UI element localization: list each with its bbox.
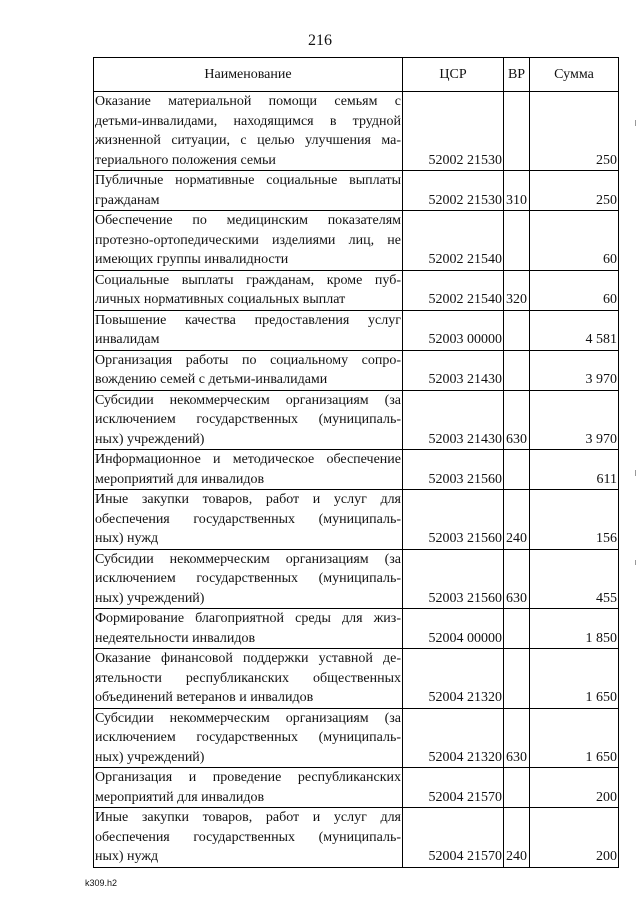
table-row xyxy=(94,490,619,550)
row-csr: 52002 21540 xyxy=(403,270,504,310)
row-vr xyxy=(504,92,530,171)
row-vr: 630 xyxy=(504,549,530,609)
row-name xyxy=(94,270,403,310)
table-row xyxy=(94,310,619,350)
table-header-row xyxy=(94,58,619,92)
row-sum: 250 xyxy=(530,171,619,211)
row-csr: 52003 21430 xyxy=(403,350,504,390)
row-name xyxy=(94,808,403,868)
row-sum: 1 850 xyxy=(530,609,619,649)
row-vr: 630 xyxy=(504,390,530,450)
row-name-line: ных) учреждений) xyxy=(95,590,205,606)
row-vr xyxy=(504,350,530,390)
row-name-line: детьми-инвалидами, находящимся в трудной xyxy=(95,113,401,129)
table-row xyxy=(94,708,619,768)
row-name-line: мероприятий для инвалидов xyxy=(95,789,265,805)
row-vr: 320 xyxy=(504,270,530,310)
row-sum: 156 xyxy=(530,490,619,550)
row-sum: 3 970 xyxy=(530,390,619,450)
table-row xyxy=(94,609,619,649)
table-row xyxy=(94,649,619,709)
row-name-line: исключением государственных (муниципаль- xyxy=(95,412,401,427)
table-row xyxy=(94,808,619,868)
row-vr: 630 xyxy=(504,708,530,768)
page-number: 216 xyxy=(308,32,332,49)
row-name xyxy=(94,768,403,808)
header-vr: ВР xyxy=(504,58,530,92)
row-csr: 52003 21430 xyxy=(403,390,504,450)
row-name xyxy=(94,211,403,271)
row-name-line: протезно-ортопедическими изделиями лиц, не xyxy=(95,232,401,248)
row-name-line: Субсидии некоммерческим организациям (за xyxy=(95,392,401,408)
row-name xyxy=(94,490,403,550)
row-name-line: териального положения семьи xyxy=(95,152,276,168)
row-name-line: Обеспечение по медицинским показателям xyxy=(95,213,401,228)
row-name-line: недеятельности инвалидов xyxy=(95,630,256,646)
table-row xyxy=(94,270,619,310)
row-csr: 52004 21570 xyxy=(403,768,504,808)
row-name-line: ных) нужд xyxy=(95,531,159,546)
row-vr xyxy=(504,211,530,271)
row-vr xyxy=(504,768,530,808)
row-sum: 1 650 xyxy=(530,708,619,768)
table-row xyxy=(94,390,619,450)
row-name-line: Информационное и методическое обеспечение xyxy=(95,452,401,467)
table-row xyxy=(94,768,619,808)
table-row xyxy=(94,92,619,171)
scan-artifact-mark xyxy=(635,470,636,476)
header-name: Наименование xyxy=(94,58,403,92)
row-sum: 455 xyxy=(530,549,619,609)
row-vr: 310 xyxy=(504,171,530,211)
row-name-line: Публичные нормативные социальные выплаты xyxy=(95,173,401,188)
row-csr: 52004 21320 xyxy=(403,649,504,709)
table-row xyxy=(94,211,619,271)
row-name-line: Субсидии некоммерческим организациям (за xyxy=(95,710,401,726)
row-name-line: вождению семей с детьми-инвалидами xyxy=(95,372,328,387)
row-name-line: ных) учреждений) xyxy=(95,431,205,447)
row-name xyxy=(94,171,403,211)
row-name-line: гражданам xyxy=(95,192,160,208)
row-name xyxy=(94,350,403,390)
footer-code: k309.h2 xyxy=(85,878,118,888)
row-sum: 200 xyxy=(530,768,619,808)
table-row xyxy=(94,450,619,490)
row-sum: 1 650 xyxy=(530,649,619,709)
row-name-line: имеющих группы инвалидности xyxy=(95,252,289,267)
row-sum: 3 970 xyxy=(530,350,619,390)
row-sum: 250 xyxy=(530,92,619,171)
row-vr xyxy=(504,450,530,490)
row-vr: 240 xyxy=(504,808,530,868)
row-name xyxy=(94,609,403,649)
row-csr: 52004 21570 xyxy=(403,808,504,868)
row-sum: 60 xyxy=(530,270,619,310)
row-name-line: Оказание финансовой поддержки уставной де- xyxy=(95,651,401,666)
row-csr: 52004 21320 xyxy=(403,708,504,768)
budget-table xyxy=(93,57,619,868)
row-sum: 200 xyxy=(530,808,619,868)
row-name xyxy=(94,549,403,609)
row-name-line: Социальные выплаты гражданам, кроме пуб- xyxy=(95,272,401,288)
table-body xyxy=(94,92,619,868)
row-name-line: объединений ветеранов и инвалидов xyxy=(95,690,314,705)
row-csr: 52002 21540 xyxy=(403,211,504,271)
row-csr: 52004 00000 xyxy=(403,609,504,649)
row-name-line: обеспечения государственных (муниципаль- xyxy=(95,511,401,527)
row-sum: 4 581 xyxy=(530,310,619,350)
row-csr: 52002 21530 xyxy=(403,92,504,171)
row-vr xyxy=(504,310,530,350)
row-vr xyxy=(504,649,530,709)
row-sum: 60 xyxy=(530,211,619,271)
row-name-line: жизненной ситуации, с целью улучшения ма- xyxy=(95,133,401,148)
row-name-line: Оказание материальной помощи семьям с xyxy=(95,94,401,109)
table-row xyxy=(94,549,619,609)
row-name-line: Организация и проведение республиканских xyxy=(95,770,401,785)
row-name xyxy=(94,450,403,490)
row-name xyxy=(94,708,403,768)
row-name-line: обеспечения государственных (муниципаль- xyxy=(95,829,401,845)
row-name-line: мероприятий для инвалидов xyxy=(95,471,265,487)
row-name-line: Иные закупки товаров, работ и услуг для xyxy=(95,492,401,507)
row-name-line: личных нормативных социальных выплат xyxy=(95,292,346,307)
row-csr: 52003 00000 xyxy=(403,310,504,350)
row-name-line: исключением государственных (муниципаль- xyxy=(95,571,401,586)
row-vr: 240 xyxy=(504,490,530,550)
table-row xyxy=(94,350,619,390)
row-name-line: Формирование благоприятной среды для жиз- xyxy=(95,611,401,626)
row-name-line: инвалидам xyxy=(95,332,160,347)
scan-artifact-mark xyxy=(635,560,636,565)
scan-artifact-mark xyxy=(635,120,636,126)
row-name-line: ятельности республиканских общественных xyxy=(95,670,401,686)
row-name-line: исключением государственных (муниципаль- xyxy=(95,730,401,745)
row-name-line: Повышение качества предоставления услуг xyxy=(95,312,401,328)
table-row xyxy=(94,171,619,211)
row-vr xyxy=(504,609,530,649)
row-csr: 52003 21560 xyxy=(403,450,504,490)
row-name-line: Организация работы по социальному сопро- xyxy=(95,352,401,368)
row-csr: 52003 21560 xyxy=(403,490,504,550)
row-csr: 52003 21560 xyxy=(403,549,504,609)
header-csr: ЦСР xyxy=(403,58,504,92)
row-name-line: ных) нужд xyxy=(95,849,159,864)
row-csr: 52002 21530 xyxy=(403,171,504,211)
row-name-line: Субсидии некоммерческим организациям (за xyxy=(95,551,401,567)
row-name xyxy=(94,310,403,350)
row-name-line: ных) учреждений) xyxy=(95,749,205,765)
header-sum: Сумма xyxy=(530,58,619,92)
row-name xyxy=(94,649,403,709)
row-name xyxy=(94,92,403,171)
row-name-line: Иные закупки товаров, работ и услуг для xyxy=(95,810,401,825)
row-name xyxy=(94,390,403,450)
row-sum: 611 xyxy=(530,450,619,490)
